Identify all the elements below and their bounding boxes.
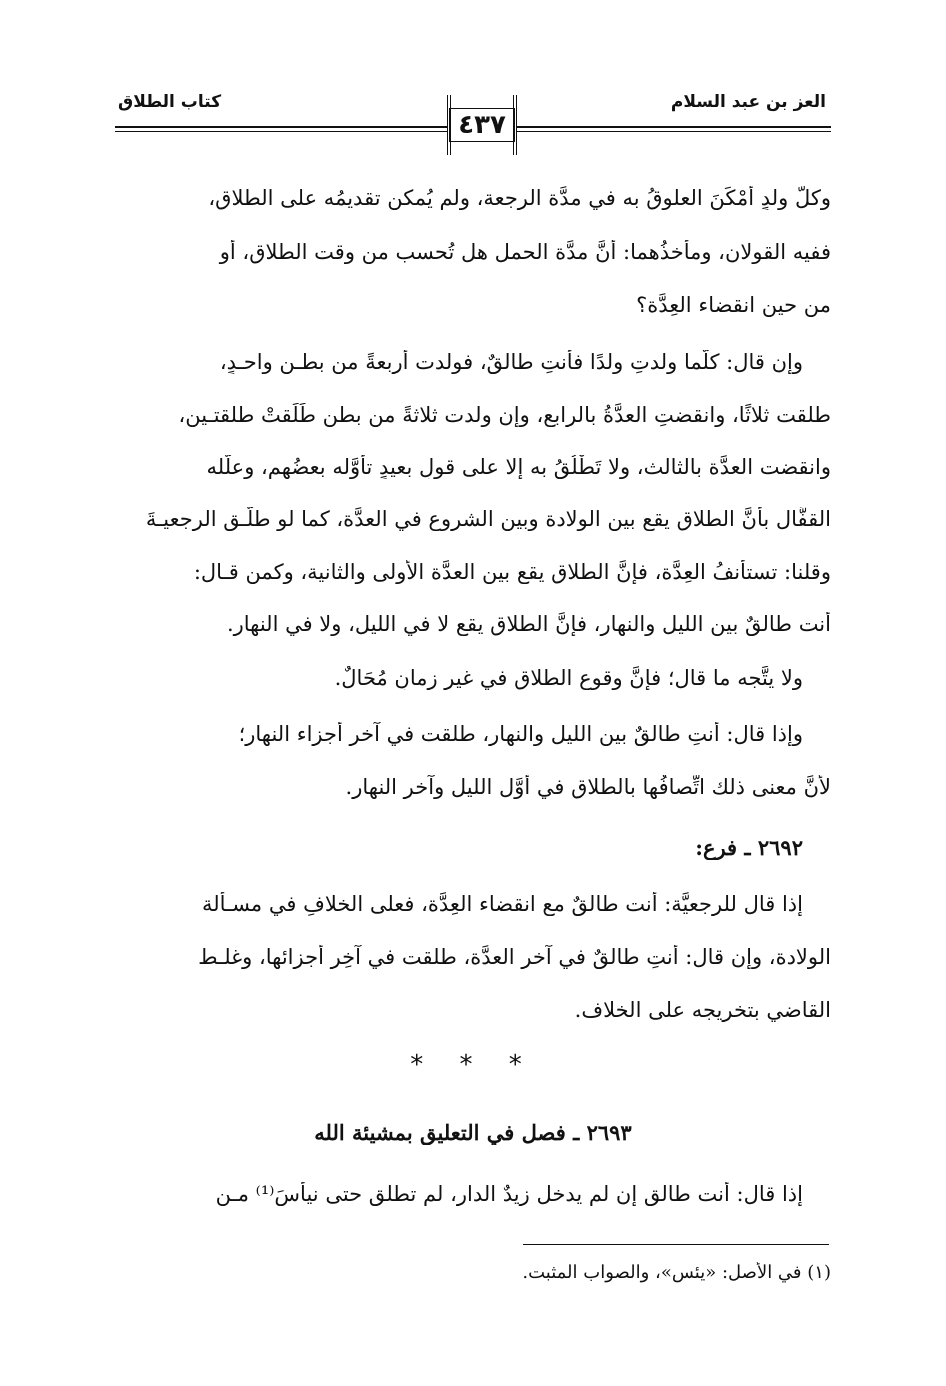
- text-line: القفَّال بأنَّ الطلاق يقع بين الولادة وبين الشروع في العدَّة، كما لو طلَّـق الرجعيـةَ: [145, 507, 831, 531]
- header-rule-right: [517, 126, 831, 128]
- section-separator: * * *: [410, 1050, 536, 1080]
- text-line: طلقت ثلاثًا، وانقضتِ العدَّةُ بالرابع، وإن ولدت ثلاثةً من بطنٍ طَلَقتْ طلقتـين،: [178, 403, 831, 427]
- text-line: من حين انقضاء العِدَّة؟: [636, 293, 831, 317]
- text-line: القاضي بتخريجه على الخلاف.: [574, 998, 831, 1022]
- running-head-author: العز بن عبد السلام: [670, 92, 826, 112]
- text-line: ولا يتَّجه ما قال؛ فإنَّ وقوع الطلاق في غيرِ زمانٍ مُحَالٌ.: [334, 666, 803, 690]
- page-number: ٤٣٧: [449, 108, 515, 143]
- footnote-rule: [523, 1244, 829, 1245]
- header-rule-left: [115, 126, 447, 128]
- text-line: وكلّ ولدٍ أَمْكَنَ العلوقُ به في مدَّة الرجعة، ولم يُمكن تقديمُه على الطلاق،: [208, 186, 831, 210]
- text-line: أنت طالقٌ بين الليل والنهار، فإنَّ الطلاق يقع لا في الليل، ولا في النهار.: [226, 612, 831, 636]
- footnote: (١) في الأصل: «يئس»، والصواب المثبت.: [522, 1262, 831, 1283]
- text-line: ففيه القولان، ومأخذُهما: أنَّ مدَّة الحمل هل تُحسب من وقت الطلاق، أو: [219, 240, 831, 264]
- text-line: وإذا قال: أنتِ طالقٌ بين الليل والنهار، طلقت في آخر أجزاء النهار؛: [238, 722, 803, 746]
- header-rule-right-thin: [517, 131, 831, 132]
- chapter-heading: ٢٦٩٣ ـ فصل في التعليق بمشيئة الله: [314, 1120, 632, 1145]
- text-line: وانقضت العدَّة بالثالث، ولا تَطْلُقُ به إلا على قولٍ بعيدٍ تأوَّله بعضُهم، وعلَّله: [206, 455, 831, 479]
- text-line: إذا قال للرجعيَّة: أنت طالقٌ مع انقضاء العِدَّة، فعلى الخلافِ في مسـألة: [201, 892, 803, 916]
- section-heading: ٢٦٩٢ ـ فرع:: [695, 835, 803, 860]
- text-line: إذا قال: أنت طالق إن لم يدخل زيدٌ الدار، لم تطلق حتى نيأسَ⁽¹⁾ مـن: [215, 1182, 803, 1206]
- page-number-frame: [447, 95, 517, 155]
- running-head-book-title: كتاب الطلاق: [118, 92, 222, 112]
- text-line: وإن قال: كلَّما ولدتِ ولدًا فأنتِ طالقٌ، فولدت أربعةً من بطـنٍ واحـدٍ،: [219, 350, 803, 374]
- header-rule-left-thin: [115, 131, 447, 132]
- text-line: الولادة، وإن قال: أنتِ طالقٌ في آخر العدَّة، طلقت في آخِرِ أجزائها، وغلـط: [198, 945, 831, 969]
- text-line: وقلنا: تستأنفُ العِدَّة، فإنَّ الطلاق يقع بين العدَّة الأولى والثانية، وكمن قـال:: [193, 560, 831, 584]
- text-line: لأنَّ معنى ذلك اتِّصافُها بالطلاق في أوَّل الليل وآخر النهار.: [345, 775, 831, 799]
